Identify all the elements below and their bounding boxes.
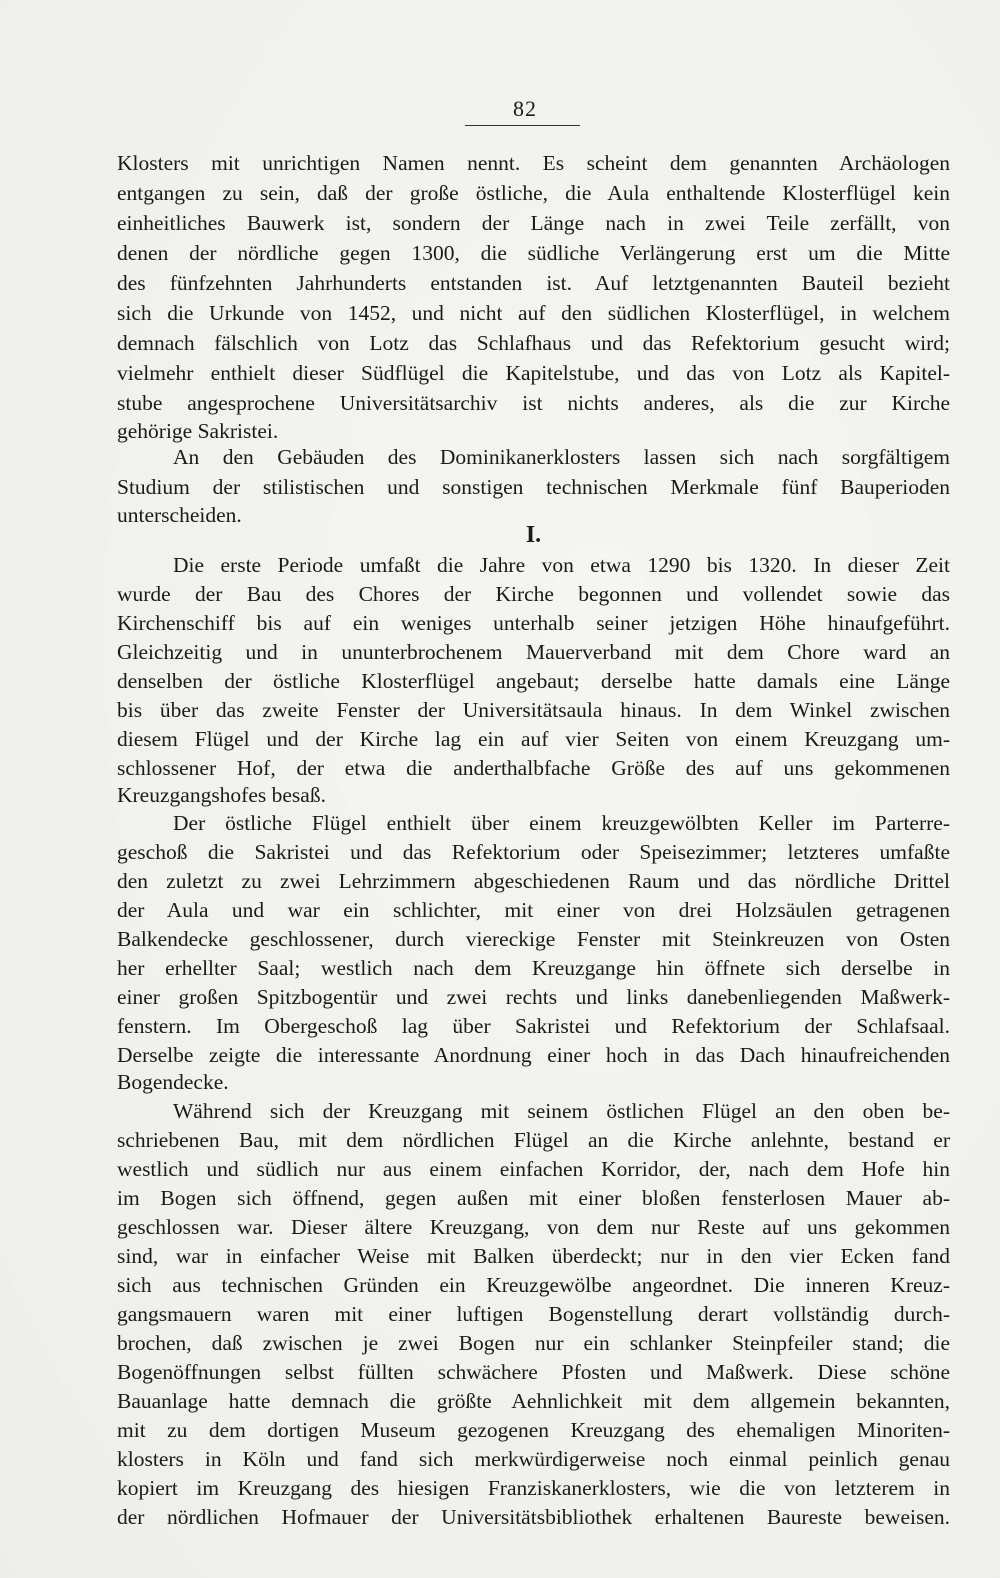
text-line: entgangen zu sein, daß der große östliche, die Aula enthaltende Klosterflügel kein	[117, 181, 950, 205]
text-line: Die erste Periode umfaßt die Jahre von etwa 1290 bis 1320. In dieser Zeit	[173, 553, 950, 577]
text-line: demnach fälschlich von Lotz das Schlafhaus und das Refektorium gesucht wird;	[117, 331, 950, 355]
text-line: stube angesprochene Universitätsarchiv ist nichts anderes, als die zur Kirche	[117, 391, 950, 415]
page-number: 82	[513, 96, 537, 121]
text-line: her erhellter Saal; westlich nach dem Kreuzgange hin öffnete sich derselbe in	[117, 956, 950, 980]
text-line: denen der nördliche gegen 1300, die südliche Verlängerung erst um die Mitte	[117, 241, 950, 265]
text-line: Studium der stilistischen und sonstigen technischen Merkmale fünf Bauperioden	[117, 475, 950, 499]
text-line: geschoß die Sakristei und das Refektorium oder Speisezimmer; letzteres umfaßte	[117, 840, 950, 864]
text-line: sich die Urkunde von 1452, und nicht auf den südlichen Klosterflügel, in welchem	[117, 301, 950, 325]
text-line: kopiert im Kreuzgang des hiesigen Franziskanerklosters, wie die von letzterem in	[117, 1476, 950, 1500]
text-line: klosters in Köln und fand sich merkwürdigerweise noch einmal peinlich genau	[117, 1447, 950, 1471]
text-line: gehörige Sakristei.	[117, 419, 279, 443]
text-line: wurde der Bau des Chores der Kirche begonnen und vollendet sowie das	[117, 582, 950, 606]
text-line: einheitliches Bauwerk ist, sondern der Länge nach in zwei Teile zerfällt, von	[117, 211, 950, 235]
text-line: geschlossen war. Dieser ältere Kreuzgang, von dem nur Reste auf uns gekommen	[117, 1215, 950, 1239]
text-line: der Aula und war ein schlichter, mit einer von drei Holzsäulen getragenen	[117, 898, 950, 922]
header-rule	[465, 125, 580, 126]
text-line: unterscheiden.	[117, 503, 242, 527]
text-line: Bauanlage hatte demnach die größte Aehnlichkeit mit dem allgemein bekannten,	[117, 1389, 950, 1413]
text-line: fenstern. Im Obergeschoß lag über Sakristei und Refektorium der Schlafsaal.	[117, 1014, 950, 1038]
text-line: sind, war in einfacher Weise mit Balken überdeckt; nur in den vier Ecken fand	[117, 1244, 950, 1268]
text-line: denselben der östliche Klosterflügel angebaut; derselbe hatte damals eine Länge	[117, 669, 950, 693]
text-line: Bogendecke.	[117, 1070, 229, 1094]
text-line: Klosters mit unrichtigen Namen nennt. Es scheint dem genannten Archäologen	[117, 151, 950, 175]
text-line: sich aus technischen Gründen ein Kreuzgewölbe angeordnet. Die inneren Kreuz-	[117, 1273, 950, 1297]
text-line: Balkendecke geschlossener, durch viereckige Fenster mit Steinkreuzen von Osten	[117, 927, 950, 951]
text-line: An den Gebäuden des Dominikanerklosters lassen sich nach sorgfältigem	[173, 445, 950, 469]
text-line: Kreuzgangshofes besaß.	[117, 783, 326, 807]
text-line: Bogenöffnungen selbst füllten schwächere Pfosten und Maßwerk. Diese schöne	[117, 1360, 950, 1384]
text-line: brochen, daß zwischen je zwei Bogen nur ein schlanker Steinpfeiler stand; die	[117, 1331, 950, 1355]
text-line: schlossener Hof, der etwa die anderthalbfache Größe des auf uns gekommenen	[117, 756, 950, 780]
text-line: diesem Flügel und der Kirche lag ein auf vier Seiten von einem Kreuzgang um-	[117, 727, 950, 751]
text-line: den zuletzt zu zwei Lehrzimmern abgeschiedenen Raum und das nördliche Drittel	[117, 869, 950, 893]
text-line: einer großen Spitzbogentür und zwei rechts und links danebenliegenden Maßwerk-	[117, 985, 950, 1009]
section-heading: I.	[525, 522, 542, 548]
text-line: vielmehr enthielt dieser Südflügel die Kapitelstube, und das von Lotz als Kapitel-	[117, 361, 950, 385]
text-line: Kirchenschiff bis auf ein weniges unterhalb seiner jetzigen Höhe hinaufgeführt.	[117, 611, 950, 635]
text-line: gangsmauern waren mit einer luftigen Bogenstellung derart vollständig durch-	[117, 1302, 950, 1326]
text-line: Gleichzeitig und in ununterbrochenem Mauerverband mit dem Chore ward an	[117, 640, 950, 664]
text-line: Während sich der Kreuzgang mit seinem östlichen Flügel an den oben be-	[173, 1099, 950, 1123]
text-line: westlich und südlich nur aus einem einfachen Korridor, der, nach dem Hofe hin	[117, 1157, 950, 1181]
text-line: bis über das zweite Fenster der Universitätsaula hinaus. In dem Winkel zwischen	[117, 698, 950, 722]
text-line: Derselbe zeigte die interessante Anordnung einer hoch in das Dach hinaufreichenden	[117, 1043, 950, 1067]
text-line: mit zu dem dortigen Museum gezogenen Kreuzgang des ehemaligen Minoriten-	[117, 1418, 950, 1442]
text-line: Der östliche Flügel enthielt über einem kreuzgewölbten Keller im Parterre-	[173, 811, 950, 835]
text-line: im Bogen sich öffnend, gegen außen mit einer bloßen fensterlosen Mauer ab-	[117, 1186, 950, 1210]
text-line: der nördlichen Hofmauer der Universitätsbibliothek erhaltenen Baureste beweisen.	[117, 1505, 950, 1529]
text-line: des fünfzehnten Jahrhunderts entstanden ist. Auf letztgenannten Bauteil bezieht	[117, 271, 950, 295]
text-line: schriebenen Bau, mit dem nördlichen Flügel an die Kirche anlehnte, bestand er	[117, 1128, 950, 1152]
